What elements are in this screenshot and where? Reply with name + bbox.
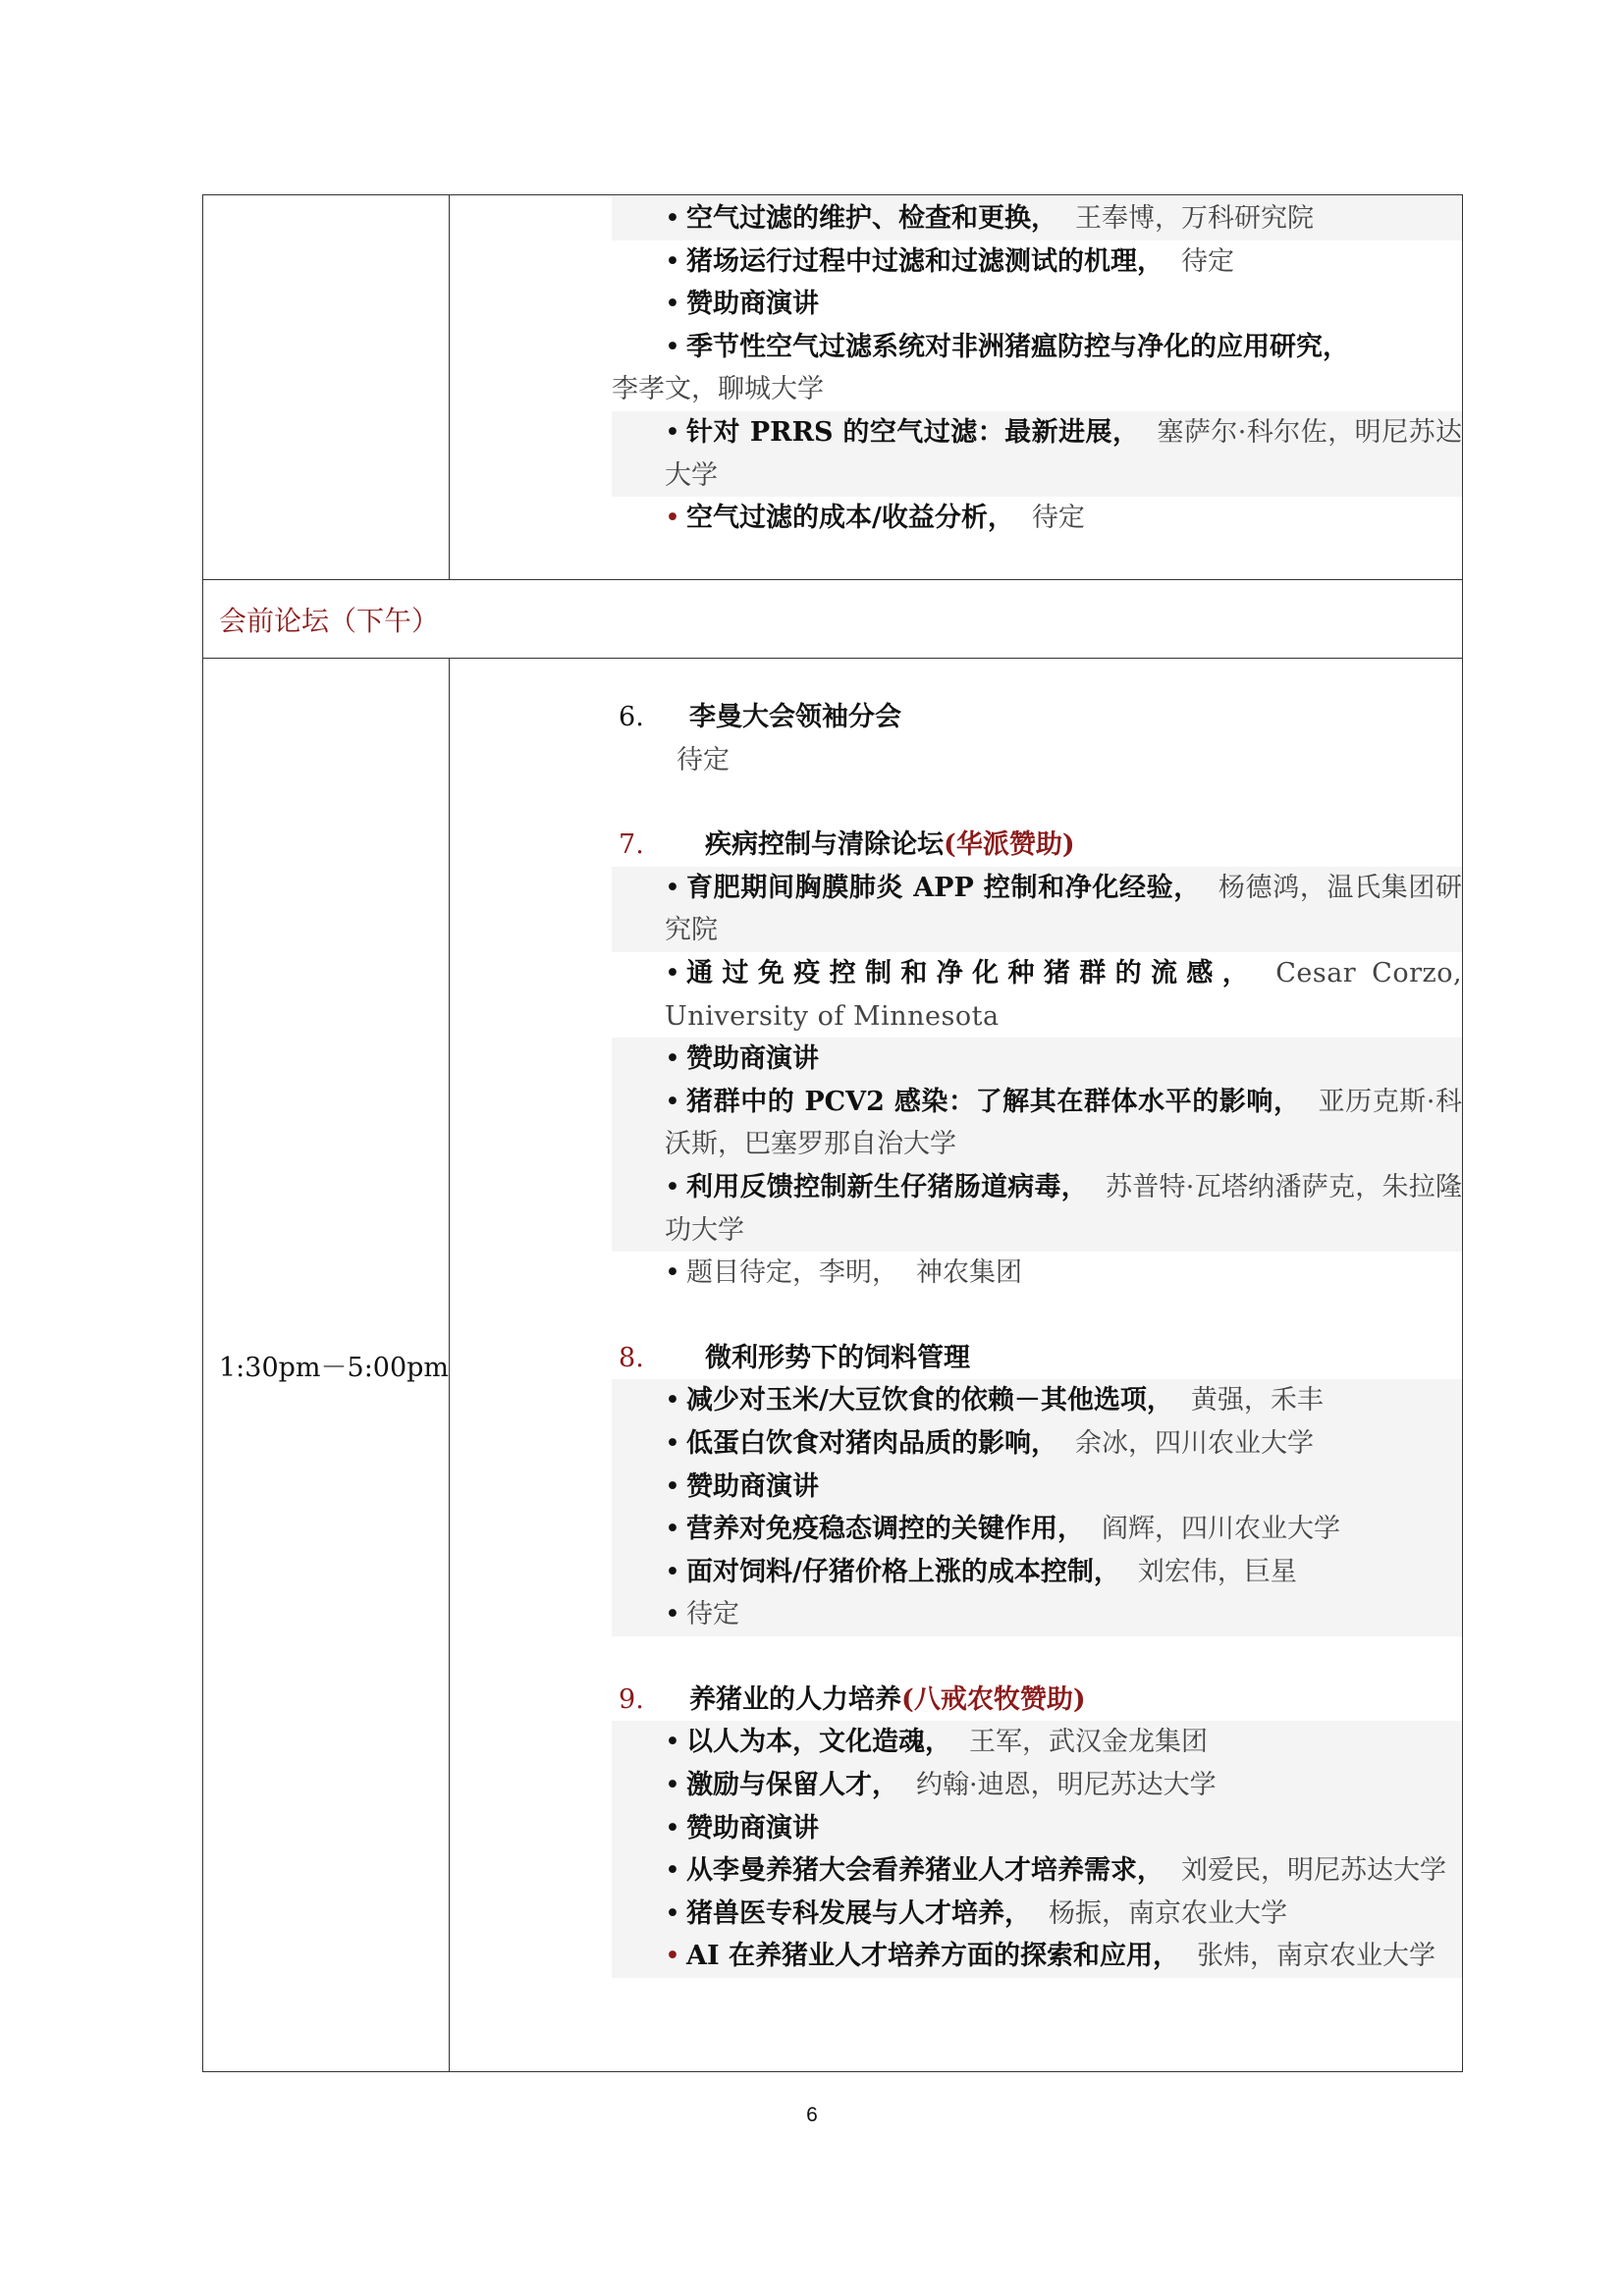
time-range: 1:30pm－5:00pm [203,659,450,2072]
list-item: • 猪兽医专科发展与人才培养， 杨振，南京农业大学 [612,1893,1462,1936]
list-item: • 赞助商演讲 [612,283,1462,326]
table-row [203,580,1463,659]
session-heading: 6. 李曼大会领袖分会 [619,702,902,732]
session-note: 待定 [677,744,731,775]
time-cell-empty [203,195,450,580]
session-heading: 8. 微利形势下的饲料管理 [619,1342,971,1373]
list-item: • 猪场运行过程中过滤和过滤测试的机理， 待定 [612,240,1462,284]
list-item: • 季节性空气过滤系统对非洲猪瘟防控与净化的应用研究， [612,326,1462,369]
list-item: • 营养对免疫稳态调控的关键作用， 阎辉，四川农业大学 [612,1508,1462,1551]
session-heading: 7. 疾病控制与清除论坛(华派赞助) [619,829,1075,861]
content-cell [450,195,1463,580]
list-item: • 空气过滤的维护、检查和更换， 王奉博，万科研究院 [612,197,1462,240]
air-filtration-session-list [612,195,1462,540]
list-item: • AI 在养猪业人才培养方面的探索和应用， 张炜，南京农业大学 [612,1935,1462,1978]
agenda-table [202,194,1463,2072]
list-item: • 待定 [612,1593,1462,1636]
afternoon-sessions [612,659,1462,1978]
list-item: • 猪群中的 PCV2 感染：了解其在群体水平的影响， 亚历克斯·科沃斯，巴塞罗那自治大学 [612,1081,1462,1166]
list-item: • 赞助商演讲 [612,1466,1462,1509]
list-item-speaker: 李孝文，聊城大学 [612,374,825,405]
list-item: • 赞助商演讲 [612,1038,1462,1081]
session-heading: 9. 养猪业的人力培养(八戒农牧赞助) [619,1683,1086,1715]
list-item: • 通过免疫控制和净化种猪群的流感， Cesar Corzo, University of Minnesota [612,952,1462,1038]
content-cell [450,659,1463,2072]
sponsor-label: (八戒农牧赞助) [901,1683,1086,1715]
list-item: • 赞助商演讲 [612,1807,1462,1850]
spacer [612,1295,1462,1337]
list-item: • 针对 PRRS 的空气过滤：最新进展， 塞萨尔·科尔佐，明尼苏达大学 [612,411,1462,497]
list-item: • 育肥期间胸膜肺炎 APP 控制和净化经验， 杨德鸿，温氏集团研究院 [612,867,1462,952]
table-row [203,659,1463,2072]
list-item: • 题目待定，李明， 神农集团 [612,1252,1462,1295]
list-item: • 从李曼养猪大会看养猪业人才培养需求， 刘爱民，明尼苏达大学 [612,1849,1462,1893]
table-row [203,195,1463,580]
list-item: • 减少对玉米/大豆饮食的依赖－其他选项， 黄强，禾丰 [612,1379,1462,1422]
list-item: • 空气过滤的成本/收益分析， 待定 [612,497,1462,540]
section-heading: 会前论坛（下午） [203,580,1463,659]
list-item: • 面对饲料/仔猪价格上涨的成本控制， 刘宏伟，巨星 [612,1551,1462,1594]
list-item: • 激励与保留人才， 约翰·迪恩，明尼苏达大学 [612,1764,1462,1807]
page-number: 6 [806,2104,818,2126]
sponsor-label: (华派赞助) [944,829,1075,861]
spacer [612,781,1462,824]
list-item: • 以人为本，文化造魂， 王军，武汉金龙集团 [612,1721,1462,1764]
spacer [612,1636,1462,1679]
list-item: • 利用反馈控制新生仔猪肠道病毒， 苏普特·瓦塔纳潘萨克，朱拉隆功大学 [612,1166,1462,1252]
list-item: • 低蛋白饮食对猪肉品质的影响， 余冰，四川农业大学 [612,1422,1462,1466]
